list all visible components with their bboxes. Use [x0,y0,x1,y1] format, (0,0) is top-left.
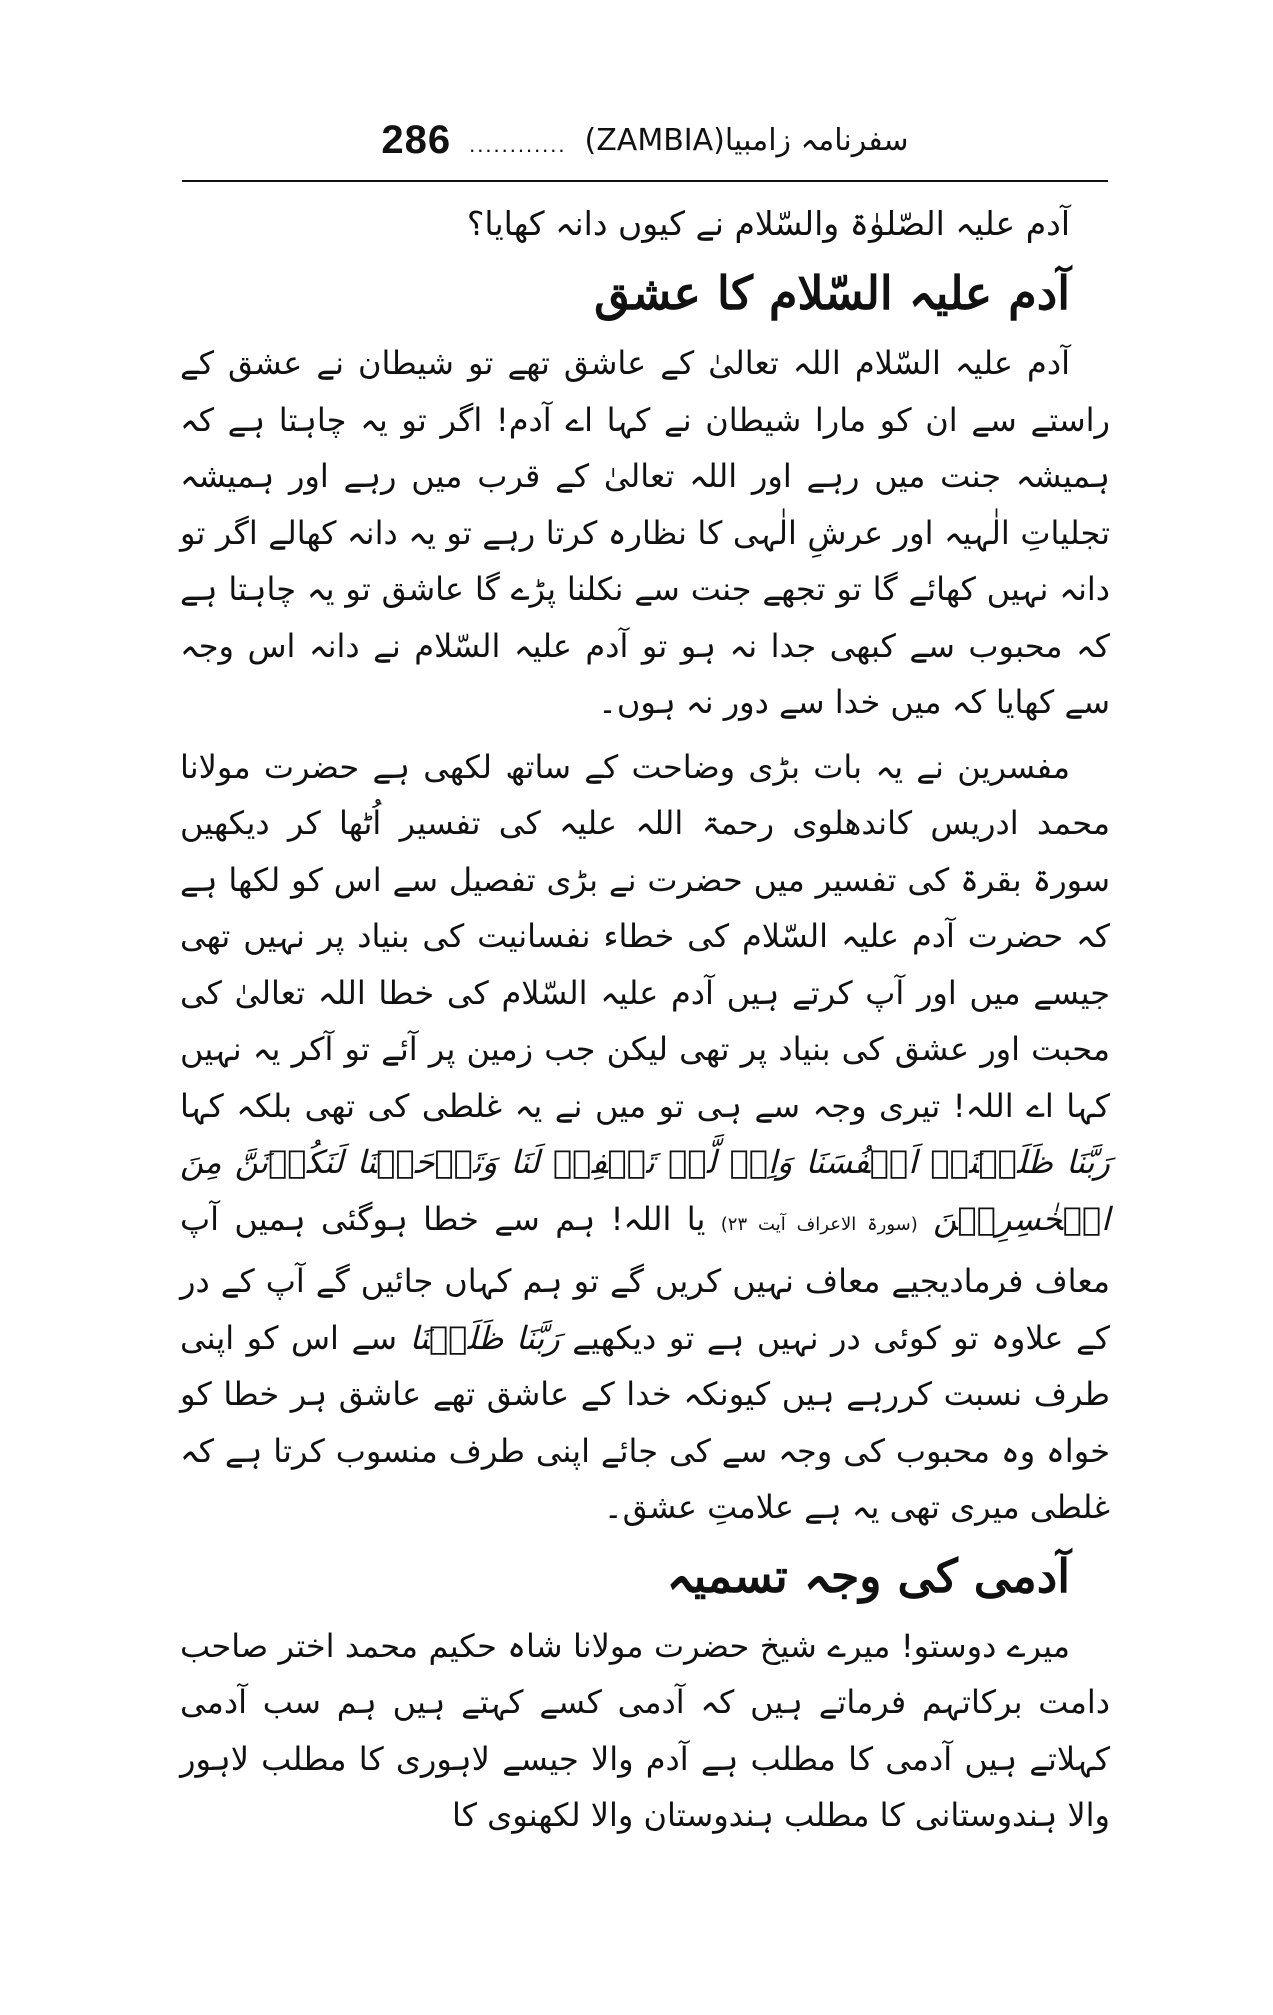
running-title: سفرنامہ زامبیا(ZAMBIA) [584,122,909,158]
verse-reference: (سورۃ الاعراف آیت ۲۳) [720,1213,918,1235]
page-header [180,110,1110,170]
quranic-verse-1: رَبَّنَا ظَلَمۡنَاۤ اَنۡفُسَنَا وَاِنۡ لَّمۡ تَغۡفِرۡ لَنَا وَتَرۡحَمۡنَا لَنَکُوۡنَنَّ مِنَ الۡخٰسِرِیۡنَ [180,1143,1111,1238]
paragraph-3: میرے دوستو! میرے شیخ حضرت مولانا شاہ حکیم محمد اختر صاحب دامت برکاتہم فرماتے ہیں کہ آدمی کسے کہتے ہیں ہم سب آدمی کہلاتے ہیں آدمی کا مطلب ہے آدم والا جیسے لاہوری کا مطلب لاہور والا ہندوستانی کا مطلب ہندوستان والا لکھنوی کا [180,1626,1110,1834]
page-body [180,195,1110,1844]
paragraph-1: آدم علیہ السّلام اللہ تعالیٰ کے عاشق تھے تو شیطان نے عشق کے راستے سے ان کو مارا شیطان نے کہا اے آدم! اگر تو یہ چاہتا ہے کہ ہمیشہ جنت میں رہے اور اللہ تعالیٰ کے قرب میں رہے اور ہمیشہ تجلیاتِ الٰہیہ اور عرشِ الٰہی کا نظارہ کرتا رہے تو یہ دانہ کھالے اگر تو دانہ نہیں کھائے گا تو تجھے جنت سے نکلنا پڑے گا عاشق تو یہ چاہتا ہے کہ محبوب سے کبھی جدا نہ ہو تو آدم علیہ السّلام نے دانہ اس وجہ سے کھایا کہ میں خدا سے دور نہ ہوں۔ [180,344,1110,721]
paragraph-2-part-a: مفسرین نے یہ بات بڑی وضاحت کے ساتھ لکھی ہے حضرت مولانا محمد ادریس کاندھلوی رحمۃ اللہ علیہ کی تفسیر اُٹھا کر دیکھیں سورۃ بقرۃ کی تفسیر میں حضرت نے بڑی تفصیل سے اس کو لکھا ہے کہ حضرت آدم علیہ السّلام کی خطاء نفسانیت کی بنیاد پر نہیں تھی جیسے میں اور آپ کرتے ہیں آدم علیہ السّلام کی خطا اللہ تعالیٰ کی محبت اور عشق کی بنیاد پر تھی لیکن جب زمین پر آئے تو آکر یہ نہیں کہا اے اللہ! تیری وجہ سے ہی تو میں نے یہ غلطی کی تھی بلکہ کہا [180,747,1110,1125]
page-number: 286 [381,117,452,162]
section-question: آدم علیہ الصّلوٰۃ والسّلام نے کیوں دانہ کھایا؟ [466,204,1070,243]
paragraph-spacer [180,731,1110,739]
heading-aadmi-wajah: آدمی کی وجہ تسمیہ [666,1548,1070,1603]
paragraph-2-part-c: سے اس کو اپنی طرف نسبت کررہے ہیں کیونکہ خدا کے عاشق تھے عاشق ہر خطا کو خواہ وہ محبوب کی وجہ سے کی جائے اپنی طرف منسوب کرتا ہے کہ غلطی میری تھی یہ ہے علامتِ عشق۔ [180,1318,1110,1526]
paragraph-2-part-b: یا اللہ! ہم سے خطا ہوگئی ہمیں آپ معاف فرمادیجیے معاف نہیں کریں گے تو ہم کہاں جائیں گے آپ کے در کے علاوہ تو کوئی در نہیں ہے تو دیکھیے [180,1199,1111,1357]
dotted-leader: ............ [469,132,567,157]
quranic-verse-2: رَبَّنَا ظَلَمۡنَا [409,1318,560,1357]
heading-adam-ishq: آدم علیہ السّلام کا عشق [594,266,1070,320]
paragraph-2 [180,739,1110,1536]
header-divider [182,180,1108,182]
